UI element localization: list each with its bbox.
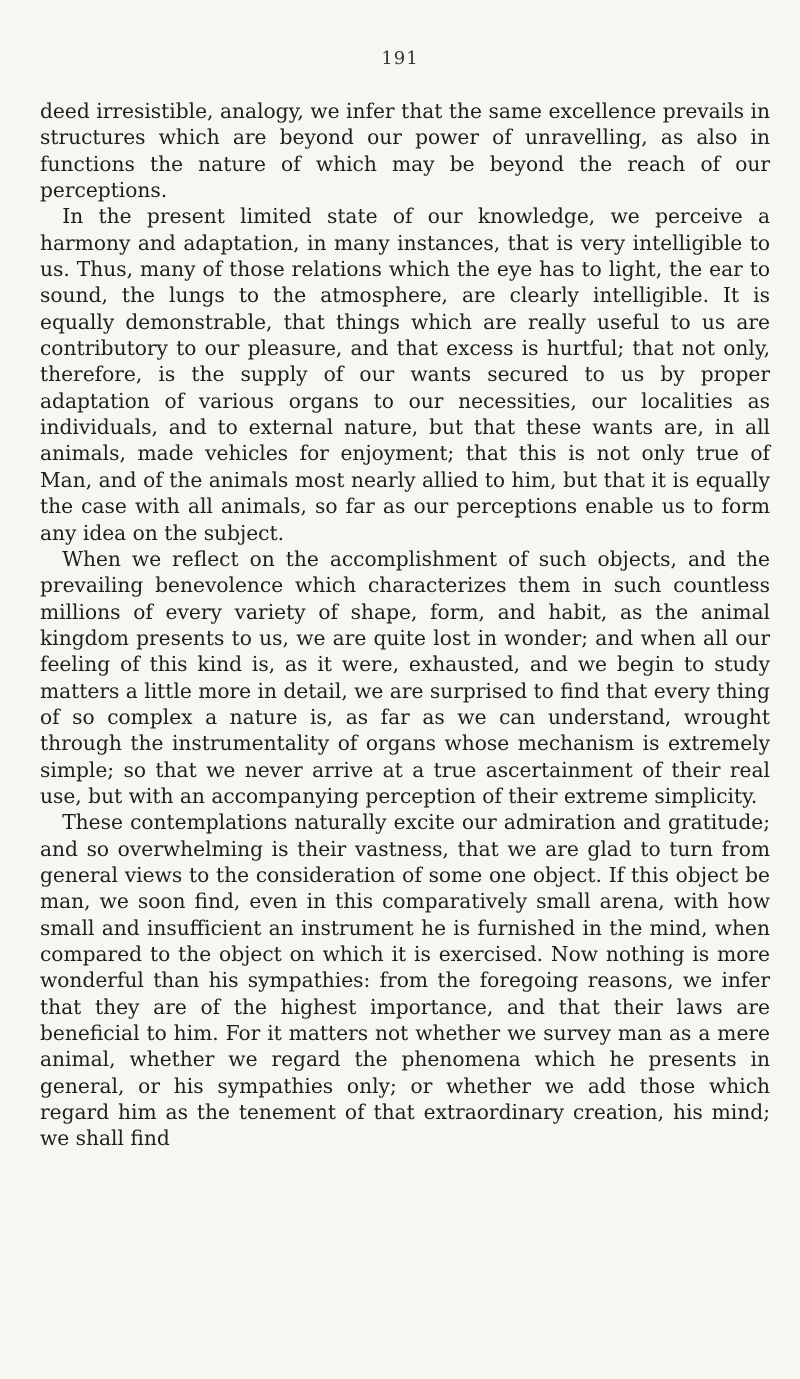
paragraph-harmony: In the present limited state of our knowledge, we perceive a harmony and adaptation, in many instances, that is very intelligible to us. Thus, many of those relations which the eye has to light, the ear to sound, the lungs to the atmosphere, are clearly intelligible. It is equally demonstrable, that things which are really useful to us are contributory to our pleasure, and that excess is hurtful; that not only, therefore, is the supply of our wants secured to us by proper adaptation of various organs to our necessities, our localities as individuals, and to external nature, but that these wants are, in all animals, made vehicles for enjoyment; that this is not only true of Man, and of the animals most nearly allied to him, but that it is equally the case with all animals, so far as our perceptions enable us to form any idea on the subject. [40,204,770,545]
paragraph-benevolence: When we reflect on the accomplishment of such objects, and the prevailing benevolence which characterizes them in such countless millions of every variety of shape, form, and habit, as the animal kingdom presents to us, we are quite lost in wonder; and when all our feeling of this kind is, as it were, exhausted, and we begin to study matters a little more in detail, we are surprised to find that every thing of so complex a nature is, as far as we can understand, wrought through the instrumentality of organs whose mechanism is extremely simple; so that we never arrive at a true ascertainment of their real use, but with an accompanying perception of their extreme simplicity. [40,546,770,808]
body-text [40,98,770,1152]
page-number: 191 [381,48,419,69]
paragraph-contemplations: These contemplations naturally excite our admiration and gratitude; and so overwhelming is their vastness, that we are glad to turn from general views to the consideration of some one object. If this object be man, we soon find, even in this comparatively small arena, with how small and insufficient an instrument he is furnished in the mind, when compared to the object on which it is exercised. Now nothing is more wonderful than his sympathies: from the foregoing reasons, we infer that they are of the highest importance, and that their laws are beneficial to him. For it matters not whether we survey man as a mere animal, whether we regard the phenomena which he presents in general, or his sympathies only; or whether we add those which regard him as the tenement of that extraordinary creation, his mind; we shall find [40,810,770,1151]
paragraph-continuation: deed irresistible, analogy, we infer that the same excellence prevails in structures which are beyond our power of unravelling, as also in functions the nature of which may be beyond the reach of our perceptions. [40,99,770,203]
